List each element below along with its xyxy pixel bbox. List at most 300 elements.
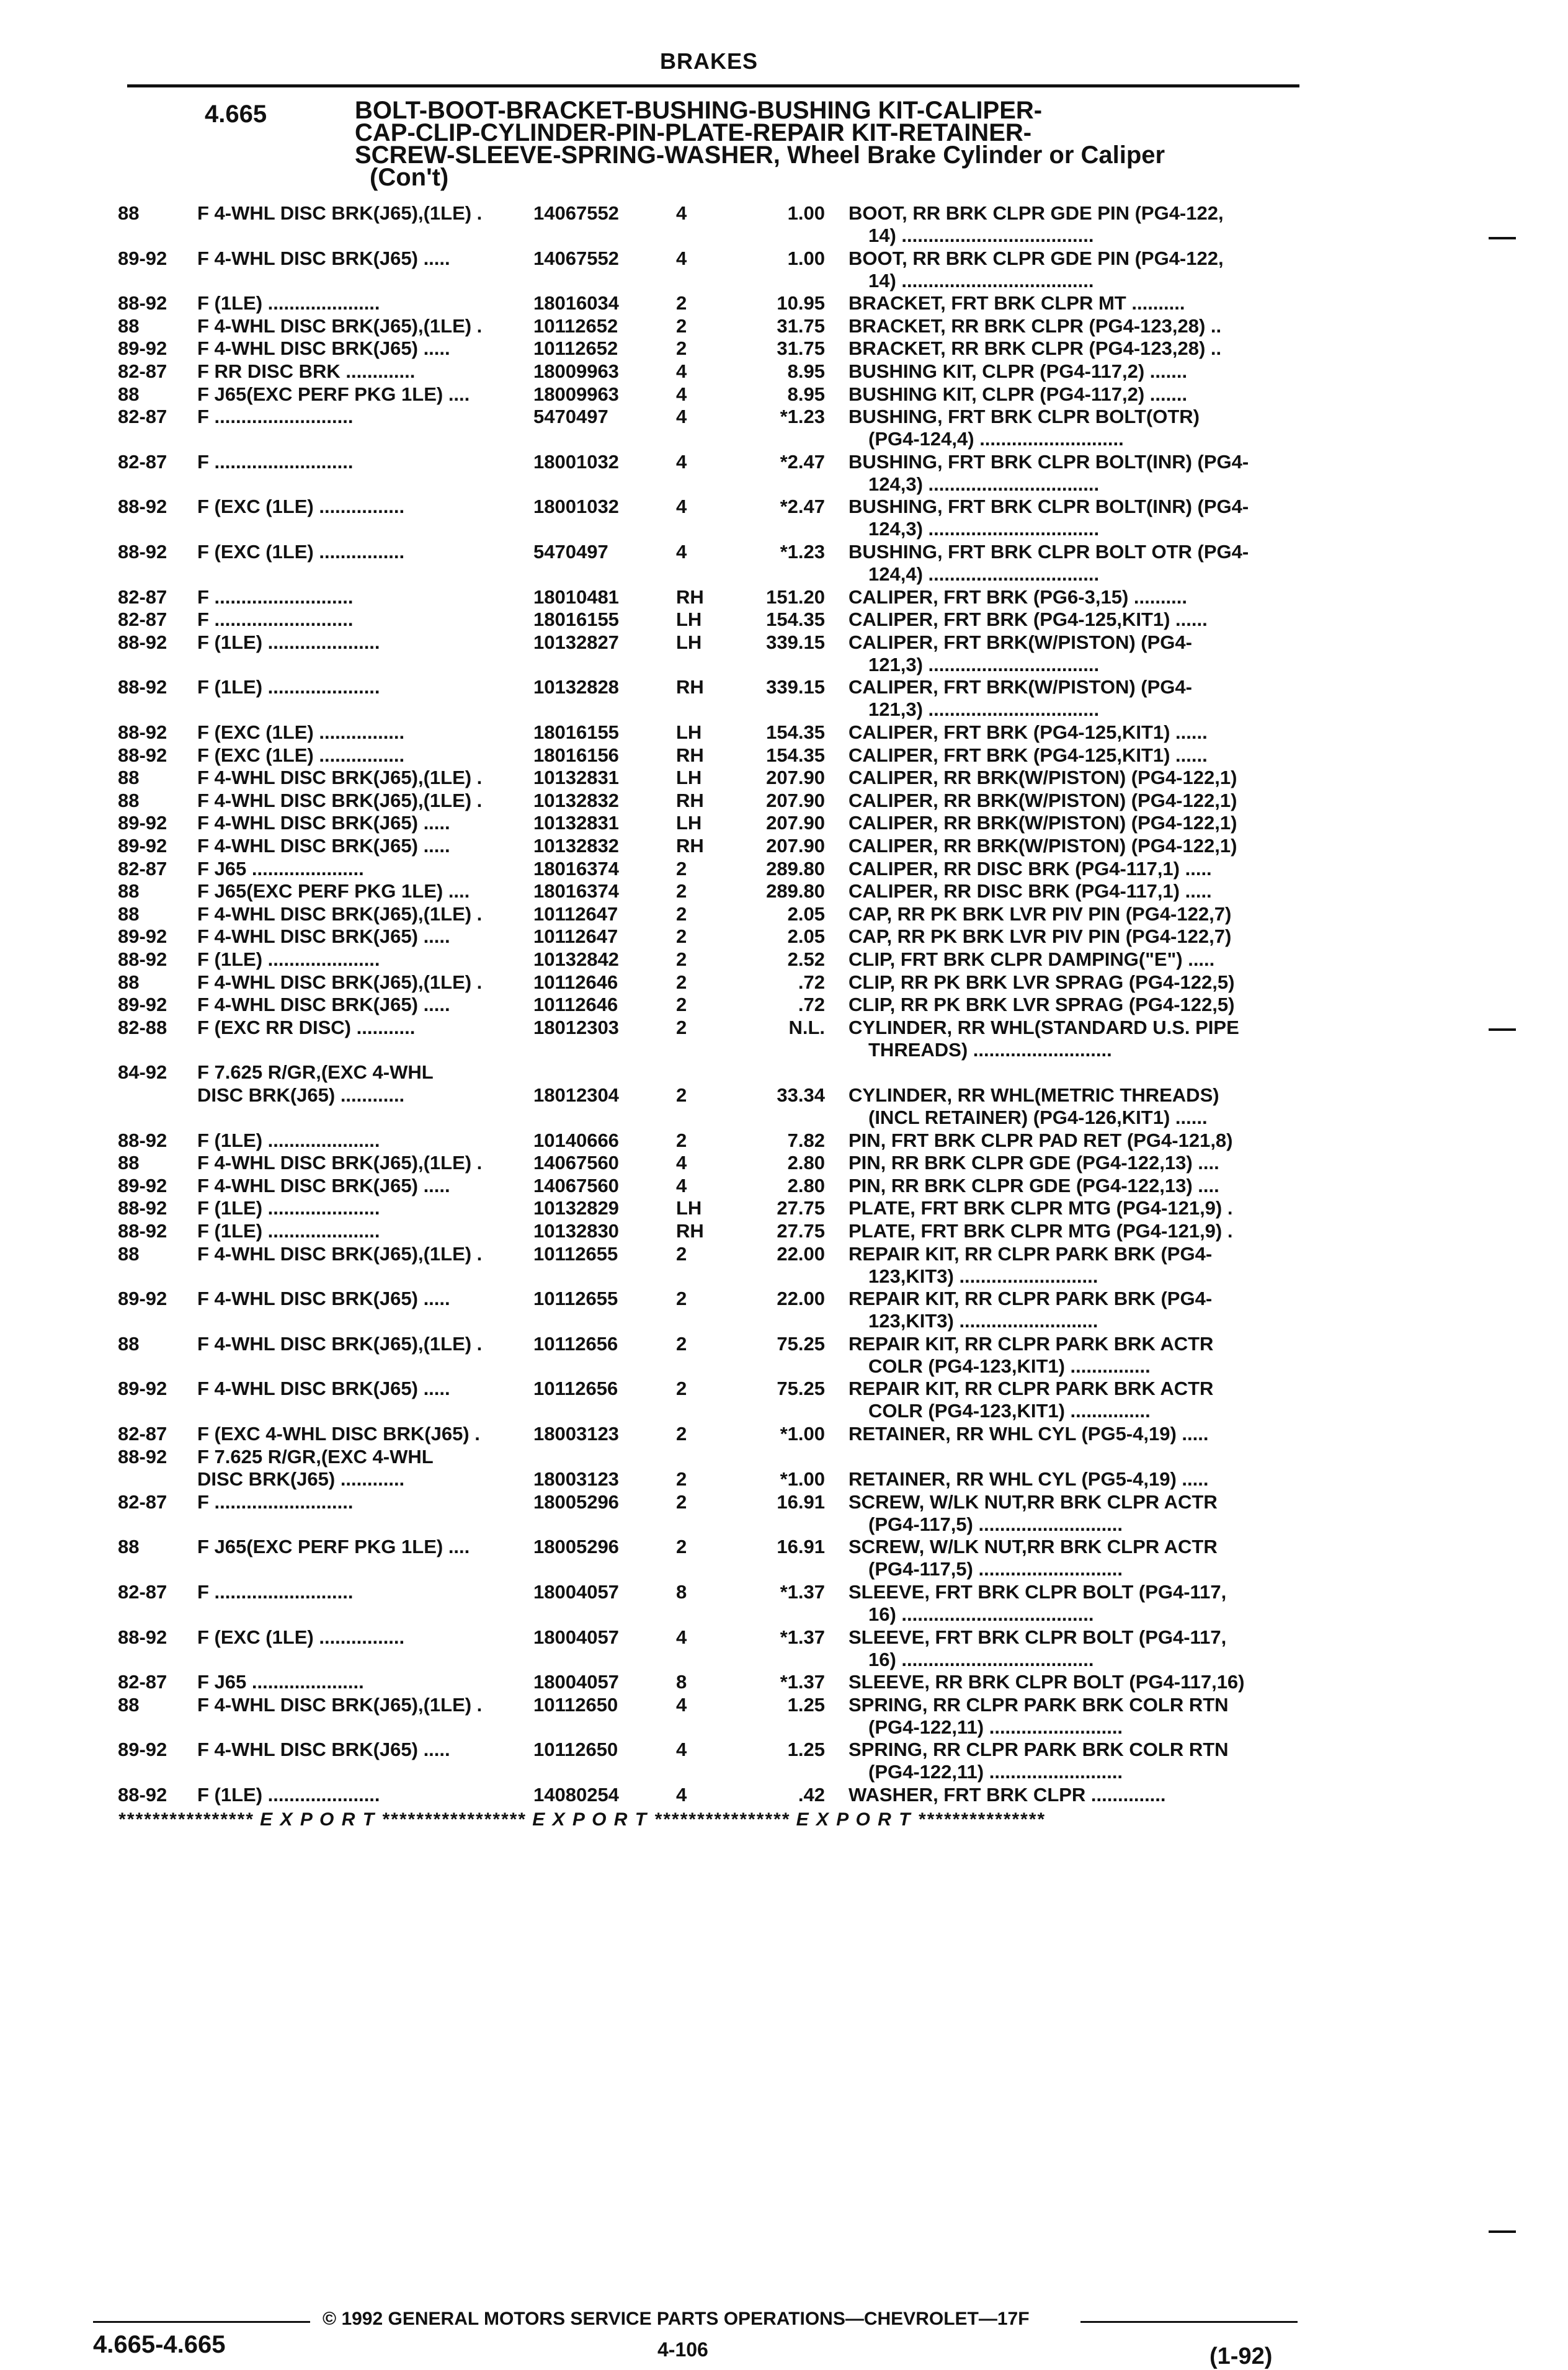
footer-rule-right [1080,2321,1298,2323]
model-year: 88-92 [118,676,167,698]
application: F 4-WHL DISC BRK(J65) ..... [197,835,450,857]
quantity: 2 [676,1288,687,1310]
quantity: 2 [676,902,687,925]
part-number: 10132831 [533,767,619,789]
price: 207.90 [766,789,825,811]
model-year: 88-92 [118,541,167,563]
part-number: 10112650 [533,1693,618,1716]
quantity: 4 [676,406,687,428]
application: F 4-WHL DISC BRK(J65) ..... [197,1378,450,1400]
description: CALIPER, RR BRK(W/PISTON) (PG4-122,1) [849,812,1237,834]
price: 75.25 [777,1378,825,1400]
description: REPAIR KIT, RR CLPR PARK BRK ACTR [849,1332,1214,1355]
price: 33.34 [777,1084,825,1106]
part-number: 10112650 [533,1739,618,1761]
application: F J65(EXC PERF PKG 1LE) .... [197,383,470,405]
part-number: 5470497 [533,541,608,563]
description-continued: 121,3) ................................ [868,698,1100,721]
group-title-line: BOLT-BOOT-BRACKET-BUSHING-BUSHING KIT-CALIPER- [355,97,1043,124]
model-year: 89-92 [118,1739,167,1761]
price: *1.23 [780,541,825,563]
description: REPAIR KIT, RR CLPR PARK BRK (PG4- [849,1242,1213,1265]
description: SLEEVE, RR BRK CLPR BOLT (PG4-117,16) [849,1671,1245,1693]
model-year: 88-92 [118,721,167,743]
model-year: 82-87 [118,586,167,608]
description: SCREW, W/LK NUT,RR BRK CLPR ACTR [849,1490,1218,1513]
application: DISC BRK(J65) ............ [197,1468,405,1490]
quantity: LH [676,767,702,789]
price: 151.20 [766,586,825,608]
part-number: 18005296 [533,1490,619,1513]
model-year: 88-92 [118,1784,167,1806]
quantity: RH [676,676,704,698]
description: RETAINER, RR WHL CYL (PG5-4,19) ..... [849,1423,1209,1445]
quantity: RH [676,744,704,766]
description: REPAIR KIT, RR CLPR PARK BRK ACTR [849,1378,1214,1400]
part-number: 18012303 [533,1016,619,1038]
part-number: 10112656 [533,1378,618,1400]
part-number: 10132830 [533,1220,619,1242]
application: F (1LE) ..................... [197,1129,380,1151]
description: CALIPER, FRT BRK (PG4-125,KIT1) ...... [849,608,1208,631]
price: 2.80 [787,1174,825,1196]
quantity: 4 [676,1174,687,1196]
part-number: 18001032 [533,496,619,518]
application: F RR DISC BRK ............. [197,360,416,382]
description-continued: (PG4-117,5) ........................... [868,1513,1123,1535]
section-title: BRAKES [660,48,759,74]
model-year: 88 [118,1536,140,1558]
description-continued: THREADS) .......................... [868,1038,1112,1061]
price: 207.90 [766,812,825,834]
description: BUSHING KIT, CLPR (PG4-117,2) ....... [849,383,1188,405]
price: 27.75 [777,1197,825,1219]
model-year: 88-92 [118,948,167,970]
model-year: 89-92 [118,835,167,857]
margin-mark [1489,1028,1516,1031]
application: F 4-WHL DISC BRK(J65),(1LE) . [197,1693,483,1716]
model-year: 89-92 [118,1378,167,1400]
application: F 4-WHL DISC BRK(J65),(1LE) . [197,902,483,925]
price: 2.05 [787,925,825,948]
part-number: 10132842 [533,948,619,970]
model-year: 88 [118,314,140,337]
group-title-line: SCREW-SLEEVE-SPRING-WASHER, Wheel Brake Cylinder or Caliper [355,141,1165,169]
part-number: 18003123 [533,1423,619,1445]
model-year: 88-92 [118,1197,167,1219]
description: CYLINDER, RR WHL(STANDARD U.S. PIPE [849,1016,1239,1038]
quantity: LH [676,1197,702,1219]
export-line: **************** E X P O R T ***************** E X P O R T **************** E X P O R T *************** [118,1809,1045,1830]
application: F 4-WHL DISC BRK(J65),(1LE) . [197,971,483,993]
description-continued: 121,3) ................................ [868,653,1100,675]
model-year: 84-92 [118,1061,167,1084]
application: F 4-WHL DISC BRK(J65) ..... [197,1174,450,1196]
model-year: 82-87 [118,1423,167,1445]
part-number: 18012304 [533,1084,619,1106]
part-number: 10132829 [533,1197,619,1219]
quantity: 4 [676,1152,687,1174]
price: 31.75 [777,337,825,360]
application: F .......................... [197,1581,354,1603]
application: F (1LE) ..................... [197,948,380,970]
description-continued: (INCL RETAINER) (PG4-126,KIT1) ...... [868,1107,1208,1128]
application: F J65(EXC PERF PKG 1LE) .... [197,880,470,902]
quantity: 2 [676,1468,687,1490]
margin-mark [1489,2230,1516,2233]
price: *1.37 [780,1671,825,1693]
quantity: 2 [676,1378,687,1400]
part-number: 10132831 [533,812,619,834]
part-number: 10112646 [533,971,618,993]
description: BUSHING, FRT BRK CLPR BOLT(OTR) [849,406,1200,428]
application: F (EXC 4-WHL DISC BRK(J65) . [197,1423,480,1445]
description: RETAINER, RR WHL CYL (PG5-4,19) ..... [849,1468,1209,1490]
price: 16.91 [777,1490,825,1513]
part-number: 10112652 [533,337,618,360]
quantity: 2 [676,1129,687,1151]
footer-rule-left [93,2321,310,2323]
description: CALIPER, FRT BRK(W/PISTON) (PG4- [849,631,1192,653]
part-number: 10112646 [533,994,618,1016]
part-number: 18004057 [533,1626,619,1648]
model-year: 82-87 [118,857,167,880]
description: BOOT, RR BRK CLPR GDE PIN (PG4-122, [849,202,1224,224]
model-year: 88 [118,202,140,224]
quantity: 4 [676,1693,687,1716]
application: F 4-WHL DISC BRK(J65),(1LE) . [197,1242,483,1265]
application: F 7.625 R/GR,(EXC 4-WHL [197,1445,434,1468]
part-number: 18016156 [533,744,619,766]
application: F (1LE) ..................... [197,631,380,653]
price: *2.47 [780,496,825,518]
description: PLATE, FRT BRK CLPR MTG (PG4-121,9) . [849,1197,1233,1219]
description: SPRING, RR CLPR PARK BRK COLR RTN [849,1693,1229,1716]
description-continued: COLR (PG4-123,KIT1) ............... [868,1400,1151,1422]
application: F (EXC RR DISC) ........... [197,1016,416,1038]
quantity: LH [676,631,702,653]
quantity: 2 [676,1536,687,1558]
description: BUSHING KIT, CLPR (PG4-117,2) ....... [849,360,1188,382]
model-year: 82-87 [118,1671,167,1693]
model-year: 88 [118,1693,140,1716]
part-number: 10132827 [533,631,619,653]
quantity: 2 [676,1242,687,1265]
description: BOOT, RR BRK CLPR GDE PIN (PG4-122, [849,247,1224,269]
description: PIN, RR BRK CLPR GDE (PG4-122,13) .... [849,1152,1219,1174]
description: CALIPER, RR BRK(W/PISTON) (PG4-122,1) [849,835,1237,857]
description: CYLINDER, RR WHL(METRIC THREADS) [849,1084,1219,1106]
price: 2.05 [787,902,825,925]
application: F (EXC (1LE) ................ [197,721,405,743]
model-year: 82-87 [118,1581,167,1603]
description: BUSHING, FRT BRK CLPR BOLT(INR) (PG4- [849,496,1249,518]
application: F .......................... [197,406,354,428]
price: *1.00 [780,1423,825,1445]
price: 339.15 [766,631,825,653]
group-title-line: CAP-CLIP-CYLINDER-PIN-PLATE-REPAIR KIT-RETAINER- [355,119,1032,146]
price: 1.25 [787,1693,825,1716]
price: 10.95 [777,292,825,314]
application: F 4-WHL DISC BRK(J65) ..... [197,337,450,360]
application: DISC BRK(J65) ............ [197,1084,405,1106]
model-year: 82-87 [118,450,167,473]
description: CALIPER, RR DISC BRK (PG4-117,1) ..... [849,880,1212,902]
description: SCREW, W/LK NUT,RR BRK CLPR ACTR [849,1536,1218,1558]
description-continued: 123,KIT3) .......................... [868,1310,1098,1332]
quantity: 2 [676,994,687,1016]
part-number: 18003123 [533,1468,619,1490]
part-number: 18016034 [533,292,619,314]
price: *1.37 [780,1581,825,1603]
description-continued: (PG4-124,4) ........................... [868,428,1124,450]
part-number: 14067552 [533,247,619,269]
part-number: 10112655 [533,1288,618,1310]
description: WASHER, FRT BRK CLPR .............. [849,1784,1166,1806]
part-number: 18016155 [533,721,619,743]
model-year: 89-92 [118,1288,167,1310]
model-year: 88-92 [118,1626,167,1648]
part-number: 18016155 [533,608,619,631]
application: F 4-WHL DISC BRK(J65) ..... [197,925,450,948]
application: F .......................... [197,586,354,608]
quantity: RH [676,789,704,811]
price: 31.75 [777,314,825,337]
quantity: LH [676,812,702,834]
model-year: 82-88 [118,1016,167,1038]
quantity: 8 [676,1671,687,1693]
quantity: 2 [676,314,687,337]
price: 8.95 [787,383,825,405]
price: 289.80 [766,857,825,880]
price: 22.00 [777,1242,825,1265]
application: F 7.625 R/GR,(EXC 4-WHL [197,1061,434,1084]
quantity: 4 [676,541,687,563]
model-year: 82-87 [118,360,167,382]
part-number: 14080254 [533,1784,619,1806]
description: BRACKET, RR BRK CLPR (PG4-123,28) .. [849,337,1222,360]
application: F (EXC (1LE) ................ [197,496,405,518]
quantity: 2 [676,880,687,902]
price: .42 [798,1784,825,1806]
description: CALIPER, FRT BRK (PG4-125,KIT1) ...... [849,744,1208,766]
application: F (1LE) ..................... [197,292,380,314]
application: F (1LE) ..................... [197,676,380,698]
price: *2.47 [780,450,825,473]
quantity: 4 [676,1784,687,1806]
description-continued: (PG4-117,5) ........................... [868,1558,1123,1580]
application: F 4-WHL DISC BRK(J65) ..... [197,247,450,269]
application: F .......................... [197,1490,354,1513]
model-year: 89-92 [118,1174,167,1196]
quantity: 4 [676,383,687,405]
quantity: RH [676,1220,704,1242]
quantity: 2 [676,1423,687,1445]
application: F 4-WHL DISC BRK(J65) ..... [197,1739,450,1761]
quantity: 2 [676,292,687,314]
model-year: 88 [118,902,140,925]
description: PIN, FRT BRK CLPR PAD RET (PG4-121,8) [849,1129,1233,1151]
quantity: LH [676,721,702,743]
application: F 4-WHL DISC BRK(J65),(1LE) . [197,767,483,789]
part-number: 18016374 [533,880,619,902]
model-year: 82-87 [118,608,167,631]
quantity: 4 [676,496,687,518]
application: F 4-WHL DISC BRK(J65),(1LE) . [197,1152,483,1174]
description: BUSHING, FRT BRK CLPR BOLT OTR (PG4- [849,541,1249,563]
application: F (EXC (1LE) ................ [197,541,405,563]
model-year: 88 [118,1242,140,1265]
description: PLATE, FRT BRK CLPR MTG (PG4-121,9) . [849,1220,1233,1242]
model-year: 89-92 [118,247,167,269]
quantity: 4 [676,202,687,224]
price: 22.00 [777,1288,825,1310]
application: F 4-WHL DISC BRK(J65) ..... [197,1288,450,1310]
quantity: 8 [676,1581,687,1603]
description: CALIPER, FRT BRK (PG6-3,15) .......... [849,586,1188,608]
price: *1.23 [780,406,825,428]
price: *1.00 [780,1468,825,1490]
description: CALIPER, RR DISC BRK (PG4-117,1) ..... [849,857,1212,880]
description: BRACKET, FRT BRK CLPR MT .......... [849,292,1185,314]
part-number: 18004057 [533,1671,619,1693]
header-rule [127,84,1299,87]
quantity: 4 [676,1626,687,1648]
price: 1.00 [787,247,825,269]
application: F J65(EXC PERF PKG 1LE) .... [197,1536,470,1558]
description: CALIPER, RR BRK(W/PISTON) (PG4-122,1) [849,789,1237,811]
description-continued: 123,KIT3) .......................... [868,1265,1098,1287]
description: SLEEVE, FRT BRK CLPR BOLT (PG4-117, [849,1581,1227,1603]
quantity: 2 [676,971,687,993]
quantity: 4 [676,247,687,269]
footer-page-number: 4-106 [657,2338,708,2361]
quantity: LH [676,608,702,631]
description: SPRING, RR CLPR PARK BRK COLR RTN [849,1739,1229,1761]
quantity: 2 [676,1332,687,1355]
quantity: 2 [676,857,687,880]
model-year: 88-92 [118,1220,167,1242]
model-year: 88-92 [118,631,167,653]
price: 207.90 [766,767,825,789]
price: 1.25 [787,1739,825,1761]
part-number: 18004057 [533,1581,619,1603]
price: 7.82 [787,1129,825,1151]
part-number: 10112652 [533,314,618,337]
part-number: 5470497 [533,406,608,428]
application: F 4-WHL DISC BRK(J65),(1LE) . [197,1332,483,1355]
model-year: 82-87 [118,1490,167,1513]
model-year: 88-92 [118,744,167,766]
group-title [355,99,1310,189]
part-number: 10132832 [533,835,619,857]
model-year: 88-92 [118,496,167,518]
description-continued: COLR (PG4-123,KIT1) ............... [868,1355,1151,1377]
part-number: 10112655 [533,1242,618,1265]
price: 8.95 [787,360,825,382]
quantity: 4 [676,450,687,473]
price: 154.35 [766,608,825,631]
part-number: 18005296 [533,1536,619,1558]
price: .72 [798,994,825,1016]
description: CAP, RR PK BRK LVR PIV PIN (PG4-122,7) [849,925,1232,948]
description: CLIP, RR PK BRK LVR SPRAG (PG4-122,5) [849,994,1235,1016]
price: 207.90 [766,835,825,857]
price: *1.37 [780,1626,825,1648]
model-year: 88-92 [118,292,167,314]
price: 1.00 [787,202,825,224]
description: CALIPER, FRT BRK (PG4-125,KIT1) ...... [849,721,1208,743]
description: PIN, RR BRK CLPR GDE (PG4-122,13) .... [849,1174,1219,1196]
footer-range: 4.665-4.665 [93,2331,226,2358]
part-number: 10140666 [533,1129,619,1151]
price: 16.91 [777,1536,825,1558]
application: F (EXC (1LE) ................ [197,1626,405,1648]
price: 2.80 [787,1152,825,1174]
description: CALIPER, RR BRK(W/PISTON) (PG4-122,1) [849,767,1237,789]
model-year: 89-92 [118,812,167,834]
description: CALIPER, FRT BRK(W/PISTON) (PG4- [849,676,1192,698]
model-year: 88 [118,1332,140,1355]
model-year: 88 [118,767,140,789]
application: F .......................... [197,450,354,473]
group-number: 4.665 [205,100,267,128]
part-number: 10112647 [533,925,618,948]
description: REPAIR KIT, RR CLPR PARK BRK (PG4- [849,1288,1213,1310]
application: F 4-WHL DISC BRK(J65),(1LE) . [197,789,483,811]
description-continued: 14) .................................... [868,225,1094,246]
application: F 4-WHL DISC BRK(J65) ..... [197,994,450,1016]
application: F (1LE) ..................... [197,1220,380,1242]
description-continued: 124,3) ................................ [868,518,1100,540]
quantity: RH [676,586,704,608]
application: F 4-WHL DISC BRK(J65) ..... [197,812,450,834]
price: 154.35 [766,744,825,766]
part-number: 18009963 [533,360,619,382]
application: F 4-WHL DISC BRK(J65),(1LE) . [197,202,483,224]
model-year: 82-87 [118,406,167,428]
price: 27.75 [777,1220,825,1242]
description: CLIP, RR PK BRK LVR SPRAG (PG4-122,5) [849,971,1235,993]
model-year: 88 [118,880,140,902]
description-continued: (PG4-122,11) ......................... [868,1761,1123,1783]
description-continued: 124,3) ................................ [868,473,1100,495]
model-year: 88 [118,789,140,811]
model-year: 88 [118,1152,140,1174]
application: F (EXC (1LE) ................ [197,744,405,766]
part-number: 10132832 [533,789,619,811]
part-number: 18001032 [533,450,619,473]
description: BUSHING, FRT BRK CLPR BOLT(INR) (PG4- [849,450,1249,473]
application: F (1LE) ..................... [197,1784,380,1806]
model-year: 88-92 [118,1129,167,1151]
margin-mark [1489,237,1516,239]
price: 154.35 [766,721,825,743]
quantity: 4 [676,360,687,382]
footer-date: (1-92) [1209,2343,1273,2369]
quantity: 2 [676,1016,687,1038]
description-continued: 16) .................................... [868,1603,1094,1625]
part-number: 18016374 [533,857,619,880]
price: N.L. [788,1016,825,1038]
model-year: 89-92 [118,337,167,360]
quantity: 2 [676,948,687,970]
quantity: 2 [676,1084,687,1106]
application: F .......................... [197,608,354,631]
part-number: 14067560 [533,1174,619,1196]
price: 339.15 [766,676,825,698]
part-number: 10132828 [533,676,619,698]
